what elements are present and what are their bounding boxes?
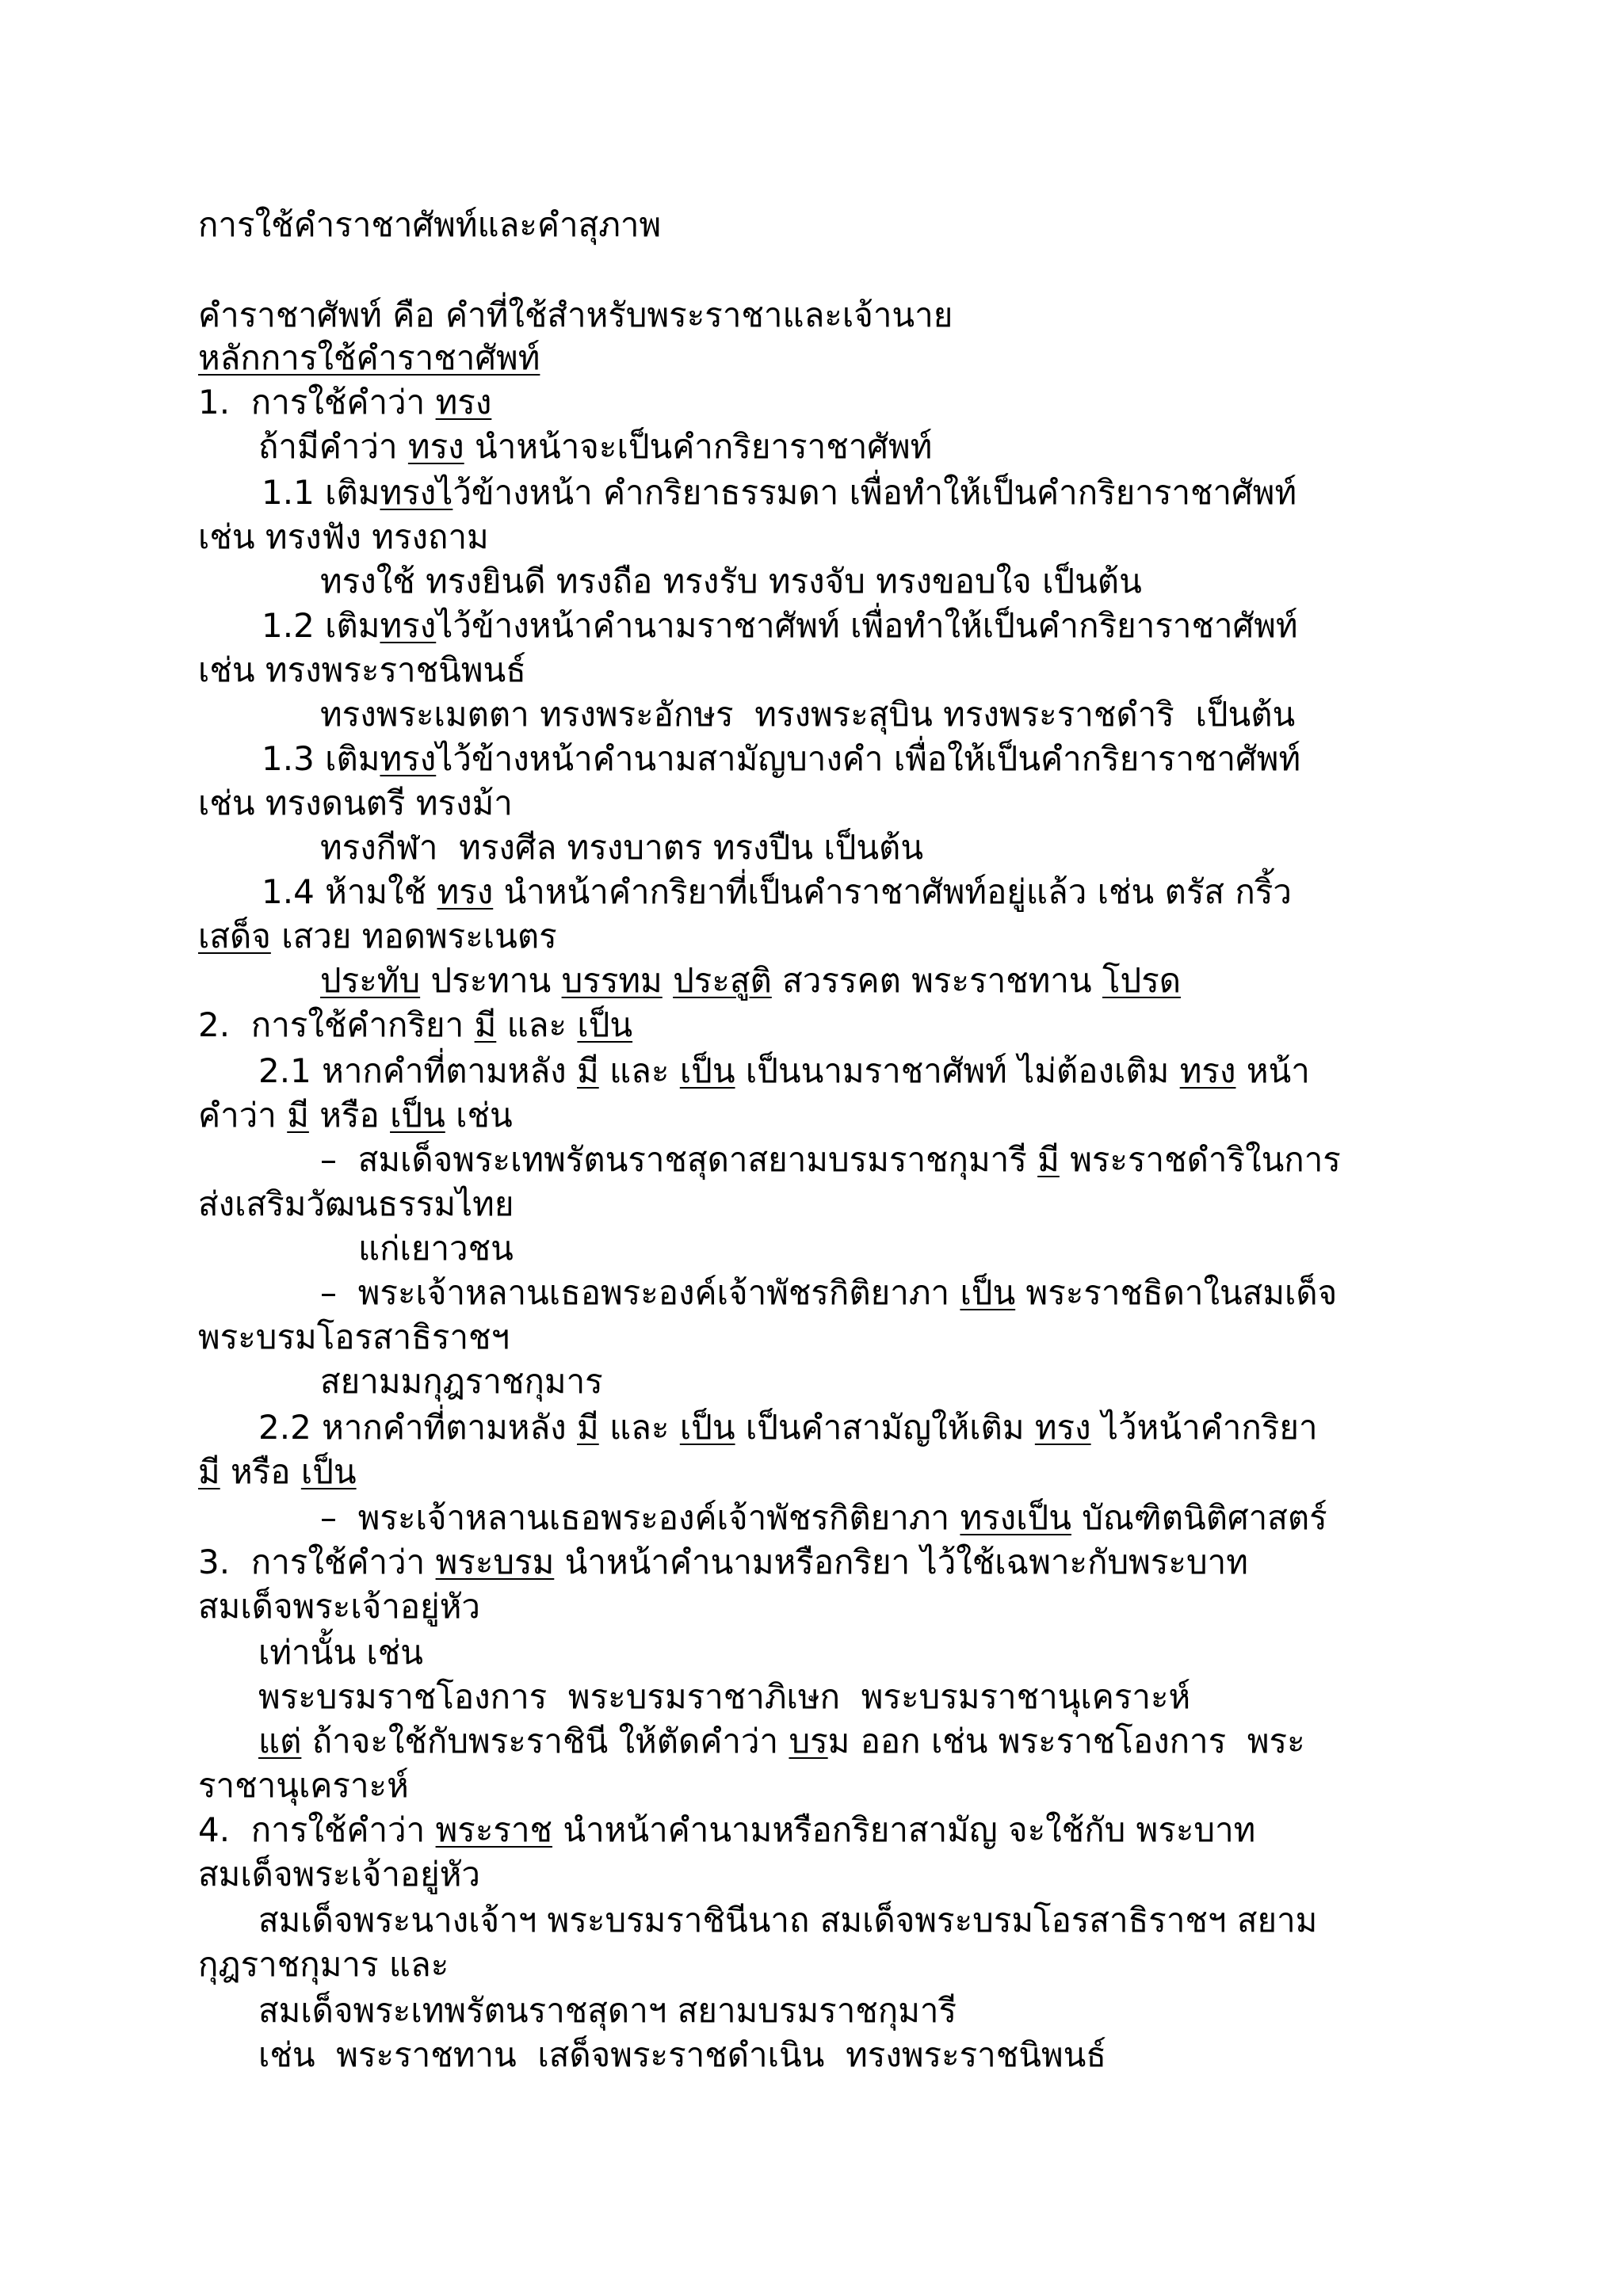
section-3-line-2: สมเด็จพระเจ้าอยู่หัว: [198, 1587, 481, 1626]
text-span: การใช้คำว่า: [250, 1543, 436, 1581]
text-span: หรือ: [308, 1096, 391, 1135]
underlined-term: บรรทม: [561, 961, 663, 1000]
underlined-term: เป็น: [577, 1005, 633, 1044]
text-span: – พระเจ้าหลานเธอพระองค์เจ้าพัชรกิติยาภา: [320, 1273, 960, 1312]
rule-1-4-line-2: [198, 914, 557, 959]
underlined-term: ทรงเป็น: [960, 1498, 1071, 1537]
rule-1-2-line-3: ทรงพระเมตตา ทรงพระอักษร ทรงพระสุบิน ทรงพระราชดำริ เป็นต้น: [320, 695, 1296, 734]
underlined-term: มี: [577, 1408, 599, 1447]
text-span: ไว้ข้างหน้าคำนามสามัญบางคำ เพื่อให้เป็นคำกริยาราชาศัพท์: [436, 739, 1301, 778]
section-3-line-6: ราชานุเคราะห์: [198, 1766, 409, 1805]
section-3-line-3: เท่านั้น เช่น: [258, 1633, 423, 1672]
text-span: – สมเด็จพระเทพรัตนราชสุดาสยามบรมราชกุมารี: [320, 1140, 1038, 1179]
example-1-line-2: ส่งเสริมวัฒนธรรมไทย: [198, 1184, 514, 1223]
section-heading: หลักการใช้คำราชาศัพท์: [198, 338, 540, 377]
underlined-term: มี: [577, 1051, 599, 1090]
underlined-term: พระบรม: [435, 1543, 555, 1581]
section-3-line-5: [258, 1719, 1305, 1764]
text-span: – พระเจ้าหลานเธอพระองค์เจ้าพัชรกิติยาภา: [320, 1498, 960, 1537]
rule-1-2-line-2: เช่น ทรงพระราชนิพนธ์: [198, 650, 526, 689]
rule-1-1: [262, 471, 1296, 515]
section-3-line-4: พระบรมราชโองการ พระบรมราชาภิเษก พระบรมราชานุเคราะห์: [258, 1677, 1191, 1716]
underlined-term: ทรงไ: [380, 473, 453, 512]
underlined-term: มี: [198, 1452, 220, 1491]
section-text: การใช้คำว่า: [250, 383, 436, 421]
underlined-term: ประสูติ: [673, 961, 772, 1000]
underlined-term: เป็น: [300, 1452, 357, 1491]
text-span: ถ้าจะใช้กับพระราชินี ให้ตัดคำว่า: [301, 1722, 789, 1760]
text-span: 2.1 หากคำที่ตามหลัง: [258, 1051, 578, 1090]
text-span: เช่น: [445, 1096, 513, 1135]
rule-1-4: [262, 870, 1292, 914]
text-span: หรือ: [220, 1452, 301, 1491]
rule-1-1-line-2: เช่น ทรงฟัง ทรงถาม: [198, 517, 489, 556]
section-1-heading: [198, 380, 491, 425]
underlined-term: เสด็จ: [198, 917, 271, 955]
text-span: คำว่า: [198, 1096, 288, 1135]
text-span: 1.2 เติม: [262, 606, 380, 645]
section-3-heading: [198, 1540, 1248, 1585]
text-span: และ: [598, 1051, 680, 1090]
example-1-line-3: แก่เยาวชน: [358, 1229, 514, 1268]
underlined-term: โปรด: [1102, 961, 1182, 1000]
rule-1-3-line-3: ทรงกีฬา ทรงศีล ทรงบาตร ทรงปืน เป็นต้น: [320, 828, 924, 867]
rule-2-1-line-2: [198, 1093, 513, 1138]
text-span: ประทาน: [420, 961, 562, 1000]
page-title: การใช้คำราชาศัพท์และคำสุภาพ: [198, 205, 662, 244]
text-span: เป็นนามราชาศัพท์ ไม่ต้องเติม: [735, 1051, 1180, 1090]
section-4-heading: [198, 1808, 1255, 1852]
text-span: 1.3 เติม: [262, 739, 380, 778]
section-4-line-6: เช่น พระราชทาน เสด็จพระราชดำเนิน ทรงพระราชนิพนธ์: [258, 2035, 1107, 2074]
section-number: 4.: [198, 1810, 231, 1849]
text-span: นำหน้าคำนามหรือกริยาสามัญ จะใช้กับ พระบาท: [552, 1810, 1256, 1849]
definition-line: คำราชาศัพท์ คือ คำที่ใช้สำหรับพระราชาและเจ้านาย: [198, 296, 953, 334]
example-3: [320, 1496, 1327, 1540]
example-2: [320, 1271, 1337, 1315]
text-span: การใช้คำกริยา: [250, 1005, 475, 1044]
underlined-term: ทรง: [1179, 1051, 1236, 1090]
text-span: 2.2 หากคำที่ตามหลัง: [258, 1408, 578, 1447]
underlined-term: ทรง: [380, 606, 437, 645]
underlined-term: เป็น: [679, 1051, 735, 1090]
text-span: พระราชธิดาในสมเด็จ: [1015, 1273, 1338, 1312]
underlined-term: ทรง: [407, 427, 464, 466]
section-4-line-3: สมเด็จพระนางเจ้าฯ พระบรมราชินีนาถ สมเด็จพระบรมโอรสาธิราชฯ สยาม: [258, 1901, 1318, 1939]
rule-1-2: [262, 604, 1298, 648]
section-1-intro: [258, 425, 932, 469]
underlined-term: มี: [287, 1096, 309, 1135]
section-4-line-4: กุฎราชกุมาร และ: [198, 1945, 449, 1984]
section-number: 2.: [198, 1005, 231, 1044]
section-2-heading: [198, 1003, 632, 1047]
rule-1-1-line-3: ทรงใช้ ทรงยินดี ทรงถือ ทรงรับ ทรงจับ ทรงขอบใจ เป็นต้น: [320, 562, 1142, 601]
text-span: ถ้ามีคำว่า: [258, 427, 408, 466]
section-4-line-2: สมเด็จพระเจ้าอยู่หัว: [198, 1855, 481, 1894]
text-span: นำหน้าคำกริยาที่เป็นคำราชาศัพท์อยู่แล้ว เช่น ตรัส กริ้ว: [493, 872, 1292, 911]
underlined-term: เป็น: [679, 1408, 735, 1447]
text-span: ไว้หน้าคำกริยา: [1090, 1408, 1318, 1447]
underlined-term: ทรง: [437, 872, 494, 911]
underlined-term: ประทับ: [320, 961, 421, 1000]
underlined-term: มี: [1037, 1140, 1060, 1179]
text-span: เสวย ทอดพระเนตร: [270, 917, 557, 955]
text-span: นำหน้าคำนามหรือกริยา ไว้ใช้เฉพาะกับพระบาท: [554, 1543, 1248, 1581]
text-span: การใช้คำว่า: [250, 1810, 436, 1849]
section-number: 3.: [198, 1543, 231, 1581]
underlined-term: ทรง: [435, 383, 492, 421]
text-span: บัณฑิตนิติศาสตร์: [1071, 1498, 1327, 1537]
text-span: สวรรคต พระราชทาน: [771, 961, 1102, 1000]
example-2-line-3: สยามมกุฎราชกุมาร: [320, 1362, 603, 1401]
underlined-term: ทรง: [380, 739, 437, 778]
text-span: [663, 961, 673, 1000]
example-2-line-2: พระบรมโอรสาธิราชฯ: [198, 1318, 510, 1356]
text-span: ไว้ข้างหน้าคำนามราชาศัพท์ เพื่อทำให้เป็นคำกริยาราชาศัพท์: [436, 606, 1298, 645]
text-span: เป็นคำสามัญให้เติม: [735, 1408, 1035, 1447]
text-span: หน้า: [1235, 1051, 1310, 1090]
underlined-term: เป็น: [390, 1096, 445, 1135]
rule-2-2-line-2: [198, 1450, 357, 1494]
example-1: [320, 1138, 1341, 1182]
text-span: ม ออก เช่น พระราชโองการ พระ: [827, 1722, 1305, 1760]
text-span: และ: [598, 1408, 680, 1447]
text-span: พระราชดำริในการ: [1059, 1140, 1341, 1179]
text-span: 1.4 ห้ามใช้: [262, 872, 437, 911]
rule-2-1: [258, 1049, 1310, 1093]
rule-1-4-line-3: [320, 959, 1181, 1003]
rule-2-2: [258, 1405, 1318, 1450]
underlined-term: พระราช: [435, 1810, 553, 1849]
underlined-term: มี: [474, 1005, 497, 1044]
section-4-line-5: สมเด็จพระเทพรัตนราชสุดาฯ สยามบรมราชกุมารี: [258, 1991, 957, 2030]
underlined-term: บร: [789, 1722, 828, 1760]
rule-1-3: [262, 737, 1300, 781]
text-span: และ: [496, 1005, 578, 1044]
section-number: 1.: [198, 383, 231, 421]
text-span: 1.1 เติม: [262, 473, 380, 512]
text-span: ว้ข้างหน้า คำกริยาธรรมดา เพื่อทำให้เป็นคำกริยาราชาศัพท์: [453, 473, 1297, 512]
underlined-term: ทรง: [1034, 1408, 1091, 1447]
underlined-term: เป็น: [960, 1273, 1016, 1312]
rule-1-3-line-2: เช่น ทรงดนตรี ทรงม้า: [198, 784, 513, 822]
text-span: นำหน้าจะเป็นคำกริยาราชาศัพท์: [464, 427, 933, 466]
underlined-term: แต่: [258, 1722, 302, 1760]
